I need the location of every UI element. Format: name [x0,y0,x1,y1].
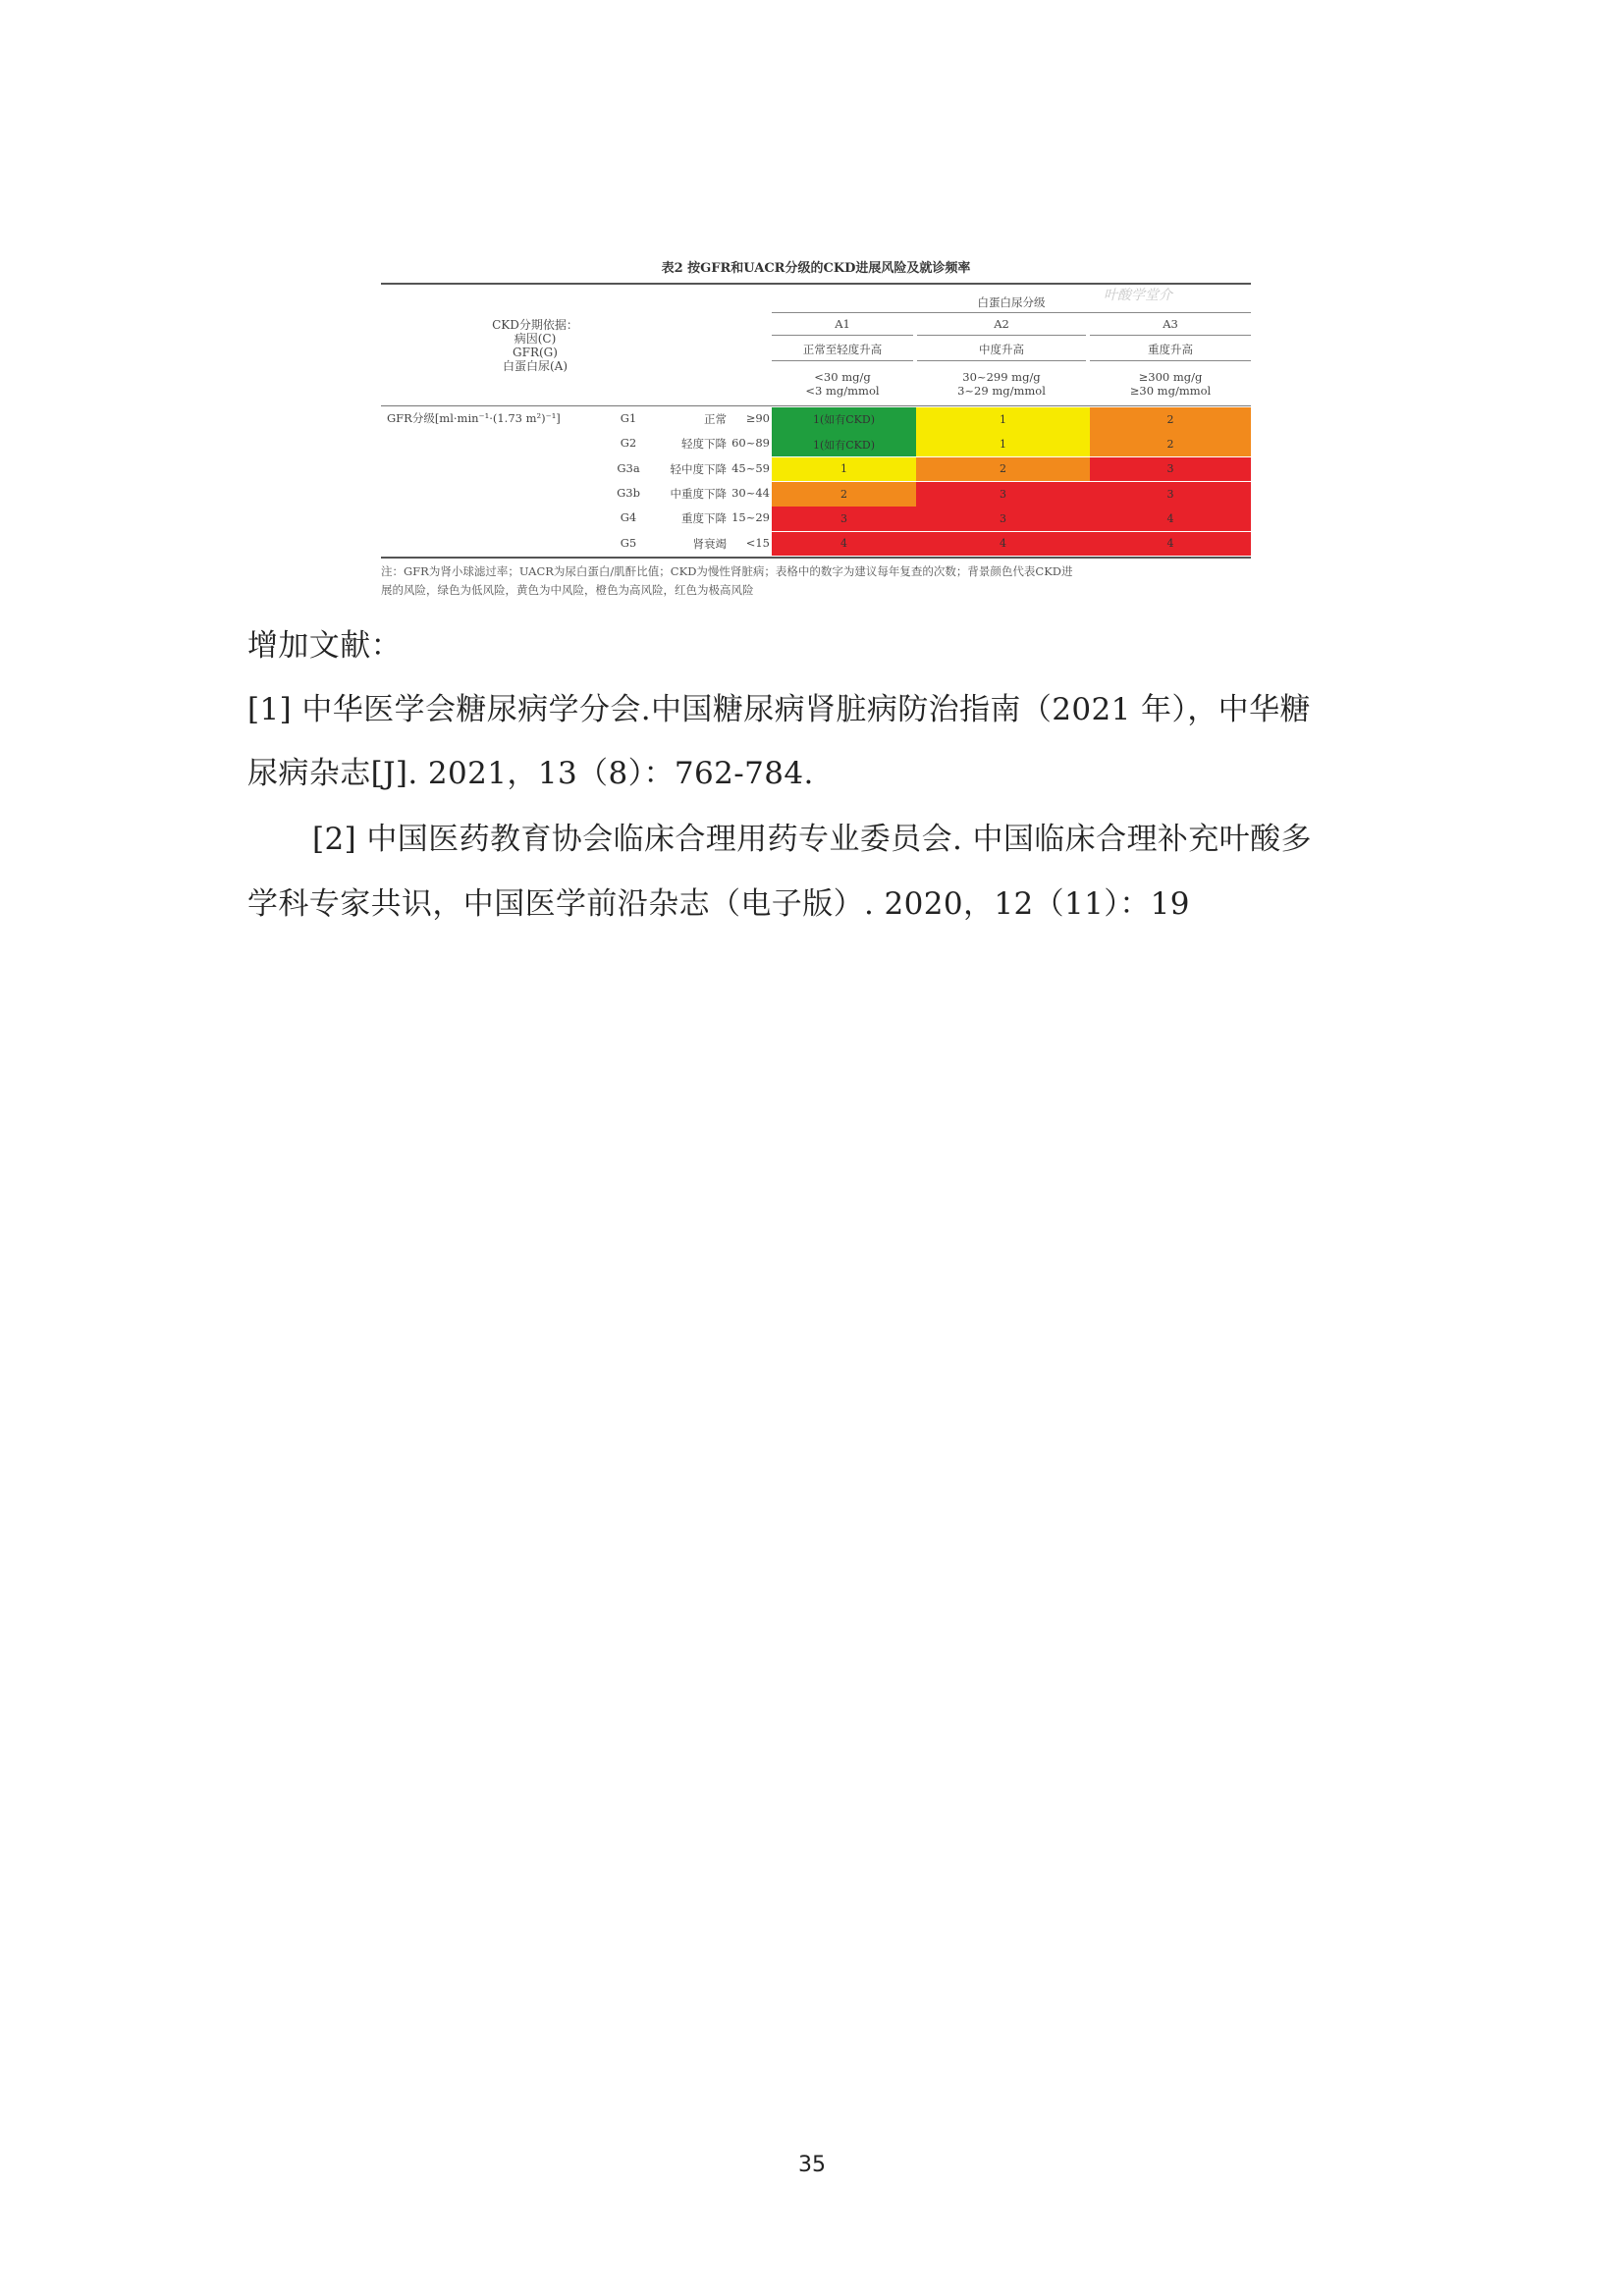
header-rule [917,360,1086,361]
risk-cell: 4 [916,532,1090,557]
stub-line: 白蛋白尿(A) [502,359,568,373]
risk-cell: 3 [916,482,1090,507]
risk-cell: 2 [772,482,916,507]
risk-cell: 2 [1090,432,1251,456]
column-desc-a3: 重度升高 [1148,343,1193,356]
range-mg-mmol: <3 mg/mmol [805,384,880,398]
table-note [381,562,1251,600]
row-gfr-range: <15 [745,535,770,550]
row-gfr-range: 60~89 [731,436,770,451]
row-gfr-grade: G5 [620,535,637,550]
row-gfr-desc: 正常 [704,412,727,426]
row-gfr-range: 30~44 [731,485,770,500]
column-code-a2: A2 [994,317,1009,331]
row-gfr-range: 45~59 [731,460,770,475]
row-gfr-desc: 肾衰竭 [692,536,727,551]
row-gfr-desc: 轻中度下降 [670,461,727,476]
stub-line: GFR(G) [513,346,558,359]
section-heading: 增加文献： [247,628,402,664]
row-gfr-grade: G4 [620,510,637,525]
risk-cell: 3 [772,507,916,531]
row-gfr-desc: 中重度下降 [670,486,727,501]
column-range-a2 [917,370,1086,398]
header-rule [1090,335,1251,336]
risk-cell: 1 [772,457,916,482]
albuminuria-header: 白蛋白尿分级 [977,295,1046,309]
risk-cell: 4 [1090,507,1251,531]
watermark: 叶酸学堂介 [1104,288,1172,303]
table-stub [471,318,599,373]
column-code-a3: A3 [1163,317,1178,331]
header-rule [772,312,1251,313]
table-title: 表2 按GFR和UACR分级的CKD进展风险及就诊频率 [661,261,971,276]
header-rule [1090,360,1251,361]
risk-cell: 1(如有CKD) [772,407,916,432]
risk-cell: 3 [916,507,1090,531]
note-line: 展的风险，绿色为低风险，黄色为中风险，橙色为高风险，红色为极高风险 [381,583,754,597]
row-gfr-desc: 重度下降 [681,511,727,526]
header-rule [772,360,913,361]
page-number: 35 [798,2153,826,2177]
risk-cell: 4 [1090,532,1251,557]
column-code-a1: A1 [835,317,850,331]
note-line: 注：GFR为肾小球滤过率；UACR为尿白蛋白/肌酐比值；CKD为慢性肾脏病；表格中的数字为建议每年复查的次数；背景颜色代表CKD进 [381,564,1073,578]
table-mid-rule [381,405,1251,406]
stub-line: 病因(C) [514,332,557,346]
range-mg-mmol: ≥30 mg/mmol [1129,384,1212,398]
range-mg-g: 30~299 mg/g [962,370,1041,384]
gfr-label: GFR分级[ml·min⁻¹·(1.73 m²)⁻¹] [387,411,561,425]
row-gfr-grade: G3a [617,460,640,475]
row-gfr-grade: G3b [617,485,640,500]
ckd-risk-table-figure [381,257,1251,597]
risk-cell: 1 [916,432,1090,456]
reference-2-line-2: 学科专家共识，中国医学前沿杂志（电子版）. 2020，12（11）：19 [247,886,1190,922]
risk-cell: 2 [916,457,1090,482]
column-range-a1 [772,370,913,398]
risk-cell: 4 [772,532,916,557]
risk-cell: 1 [916,407,1090,432]
row-gfr-grade: G2 [620,436,637,451]
stub-line: CKD分期依据： [492,318,578,332]
row-gfr-range: 15~29 [731,510,770,525]
column-desc-a2: 中度升高 [979,343,1024,356]
risk-cell: 3 [1090,482,1251,507]
column-range-a3 [1090,370,1251,398]
reference-2-line-1: [2] 中国医药教育协会临床合理用药专业委员会. 中国临床合理补充叶酸多 [312,822,1312,857]
range-mg-mmol: 3~29 mg/mmol [957,384,1046,398]
reference-1-line-1: [1] 中华医学会糖尿病学分会.中国糖尿病肾脏病防治指南（2021 年），中华糖 [247,692,1311,727]
risk-cell: 1(如有CKD) [772,432,916,456]
risk-cell: 3 [1090,457,1251,482]
header-rule [917,335,1086,336]
risk-cell: 2 [1090,407,1251,432]
range-mg-g: <30 mg/g [814,370,871,384]
header-rule [772,335,913,336]
column-desc-a1: 正常至轻度升高 [802,343,883,356]
row-gfr-desc: 轻度下降 [681,437,727,452]
table-bottom-rule [381,557,1251,559]
row-gfr-grade: G1 [620,411,637,425]
range-mg-g: ≥300 mg/g [1138,370,1203,384]
row-gfr-range: ≥90 [745,411,770,425]
reference-1-line-2: 尿病杂志[J]. 2021，13（8）：762-784. [247,756,814,791]
